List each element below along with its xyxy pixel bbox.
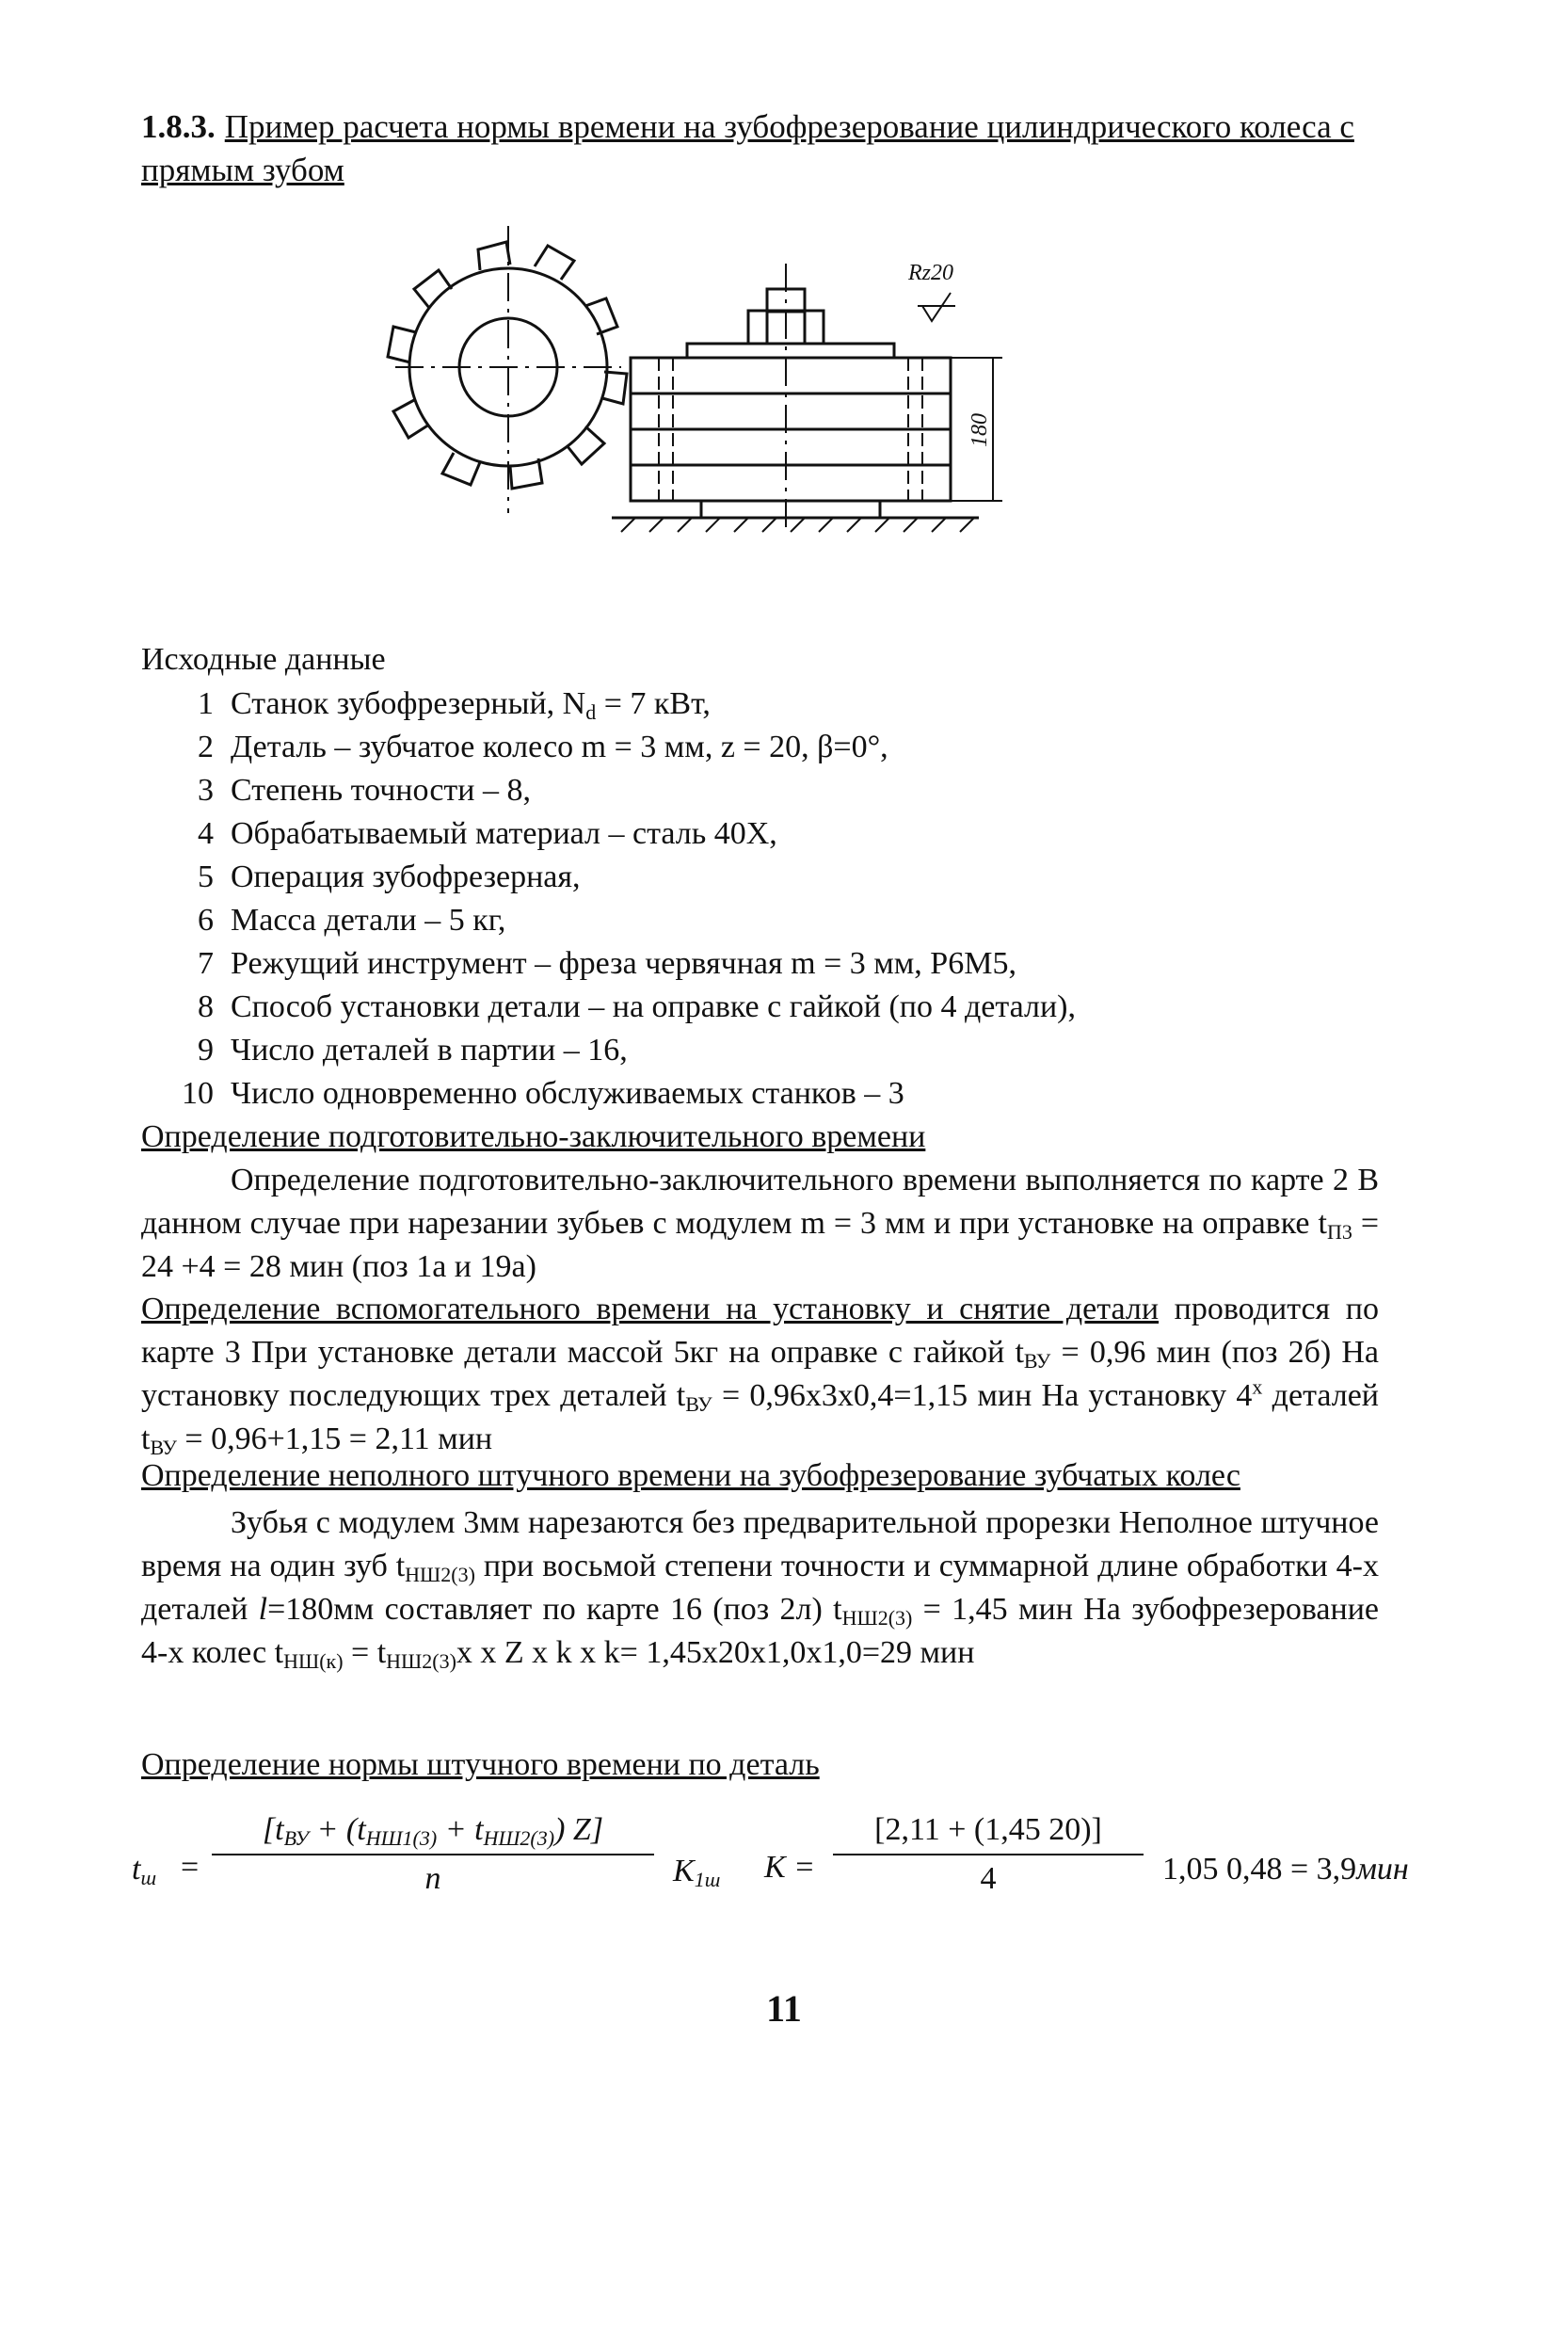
formula-fraction-1: [$t_{ВУ} + (t_{НШ1(3)} + t_{НШ2(3)})$ Z] n <box>212 1812 654 1897</box>
norm-formula <box>132 1812 1431 1944</box>
gear-drawing <box>339 212 1054 588</box>
formula-k2: K = <box>764 1850 816 1885</box>
workpiece-stack <box>631 264 951 532</box>
initial-data-list <box>141 683 1076 1116</box>
formula-k1: $K_{1ш}$ <box>673 1854 721 1891</box>
initial-data-title: Исходные данные <box>141 642 386 677</box>
pz-section <box>141 1116 1379 1289</box>
list-item: 7 Режущий инструмент – фреза червячная m = 3 мм, Р6М5, <box>198 946 1016 981</box>
list-item: 5 Операция зубофрезерная, <box>198 859 581 894</box>
page-number: 11 <box>766 1987 802 2030</box>
list-item: 4 Обрабатываемый материал – сталь 40Х, <box>198 816 777 851</box>
list-item: 3 Степень точности – 8, <box>198 773 531 808</box>
aux-section: Определение вспомогательного времени на установку и снятие детали проводится по карте 3 При установке детали массой 5кг на оправке с гайкой $t_{ВУ} = 0,96$ мин (поз 2б) На установку последующих трех деталей $t_{ВУ} = 0,96х3х0,4=1,15$ мин На установку $4^х$ деталей $t_{ВУ} = 0,96+1,15 = 2,11$ мин <box>141 1292 1379 1459</box>
base-hatching <box>621 518 974 532</box>
formula-fraction-2: $\frac{[2,11 + (1,45 20)]}{4}$ <box>833 1812 1144 1897</box>
list-item: 1 Станок зубофрезерный, $N_d = 7$ кВт, <box>198 686 711 724</box>
list-item: 8 Способ установки детали – на оправке с гайкой (по 4 детали), <box>198 989 1076 1024</box>
formula-equals: = <box>181 1850 200 1885</box>
list-item: 9 Число деталей в партии – 16, <box>198 1033 628 1068</box>
list-item: 10 Число одновременно обслуживаемых станков – 3 <box>182 1076 904 1111</box>
inc-title: Определение неполного штучного времени на зубофрезерование зубчатых колес <box>141 1458 1240 1493</box>
list-item: 2 Деталь – зубчатое колесо m = 3 мм, z = 20, β=0°, <box>198 730 888 764</box>
roughness-label: Rz20 <box>908 261 953 285</box>
aux-title: Определение вспомогательного времени на установку и снятие детали <box>141 1292 1160 1326</box>
incomplete-time-section <box>141 1454 1379 1675</box>
pz-text: Определение подготовительно-заключительного времени выполняется по карте 2 В данном случае при нарезании зубьев с модулем m = 3 мм и при установке на оправке $t_{П3} = 24 +4 = 28$ мин (поз 1а и 19а) <box>141 1163 1379 1284</box>
formula-lhs: $t_ш$ <box>132 1852 157 1889</box>
pz-title: Определение подготовительно-заключительного времени <box>141 1119 926 1154</box>
list-item: 6 Масса детали – 5 кг, <box>198 903 506 938</box>
formula-result: 1,05 0,48 = 3,9мин <box>1162 1852 1409 1887</box>
norm-title: Определение нормы штучного времени по деталь <box>141 1747 820 1782</box>
inc-text: Зубья с модулем 3мм нарезаются без предварительной прорезки Неполное штучное время на один зуб $t_{НШ2(3)}$ при восьмой степени точности и суммарной длине обработки 4-х деталей l=180мм составляет по карте 16 (поз 2л) $t_{НШ2(3)} = 1,45$ мин На зубофрезерование 4-х колес $t_{НШ(к)} = t_{НШ2(3)}х$ х Z х k х k= 1,45х20х1,0х1,0=29 мин <box>141 1505 1380 1673</box>
section-heading <box>141 105 1384 192</box>
section-number: 1.8.3. <box>141 108 216 145</box>
section-title: Пример расчета нормы времени на зубофрезерование цилиндрического колеса с прямым зубом <box>141 108 1354 188</box>
height-dimension-label: 180 <box>968 413 992 447</box>
